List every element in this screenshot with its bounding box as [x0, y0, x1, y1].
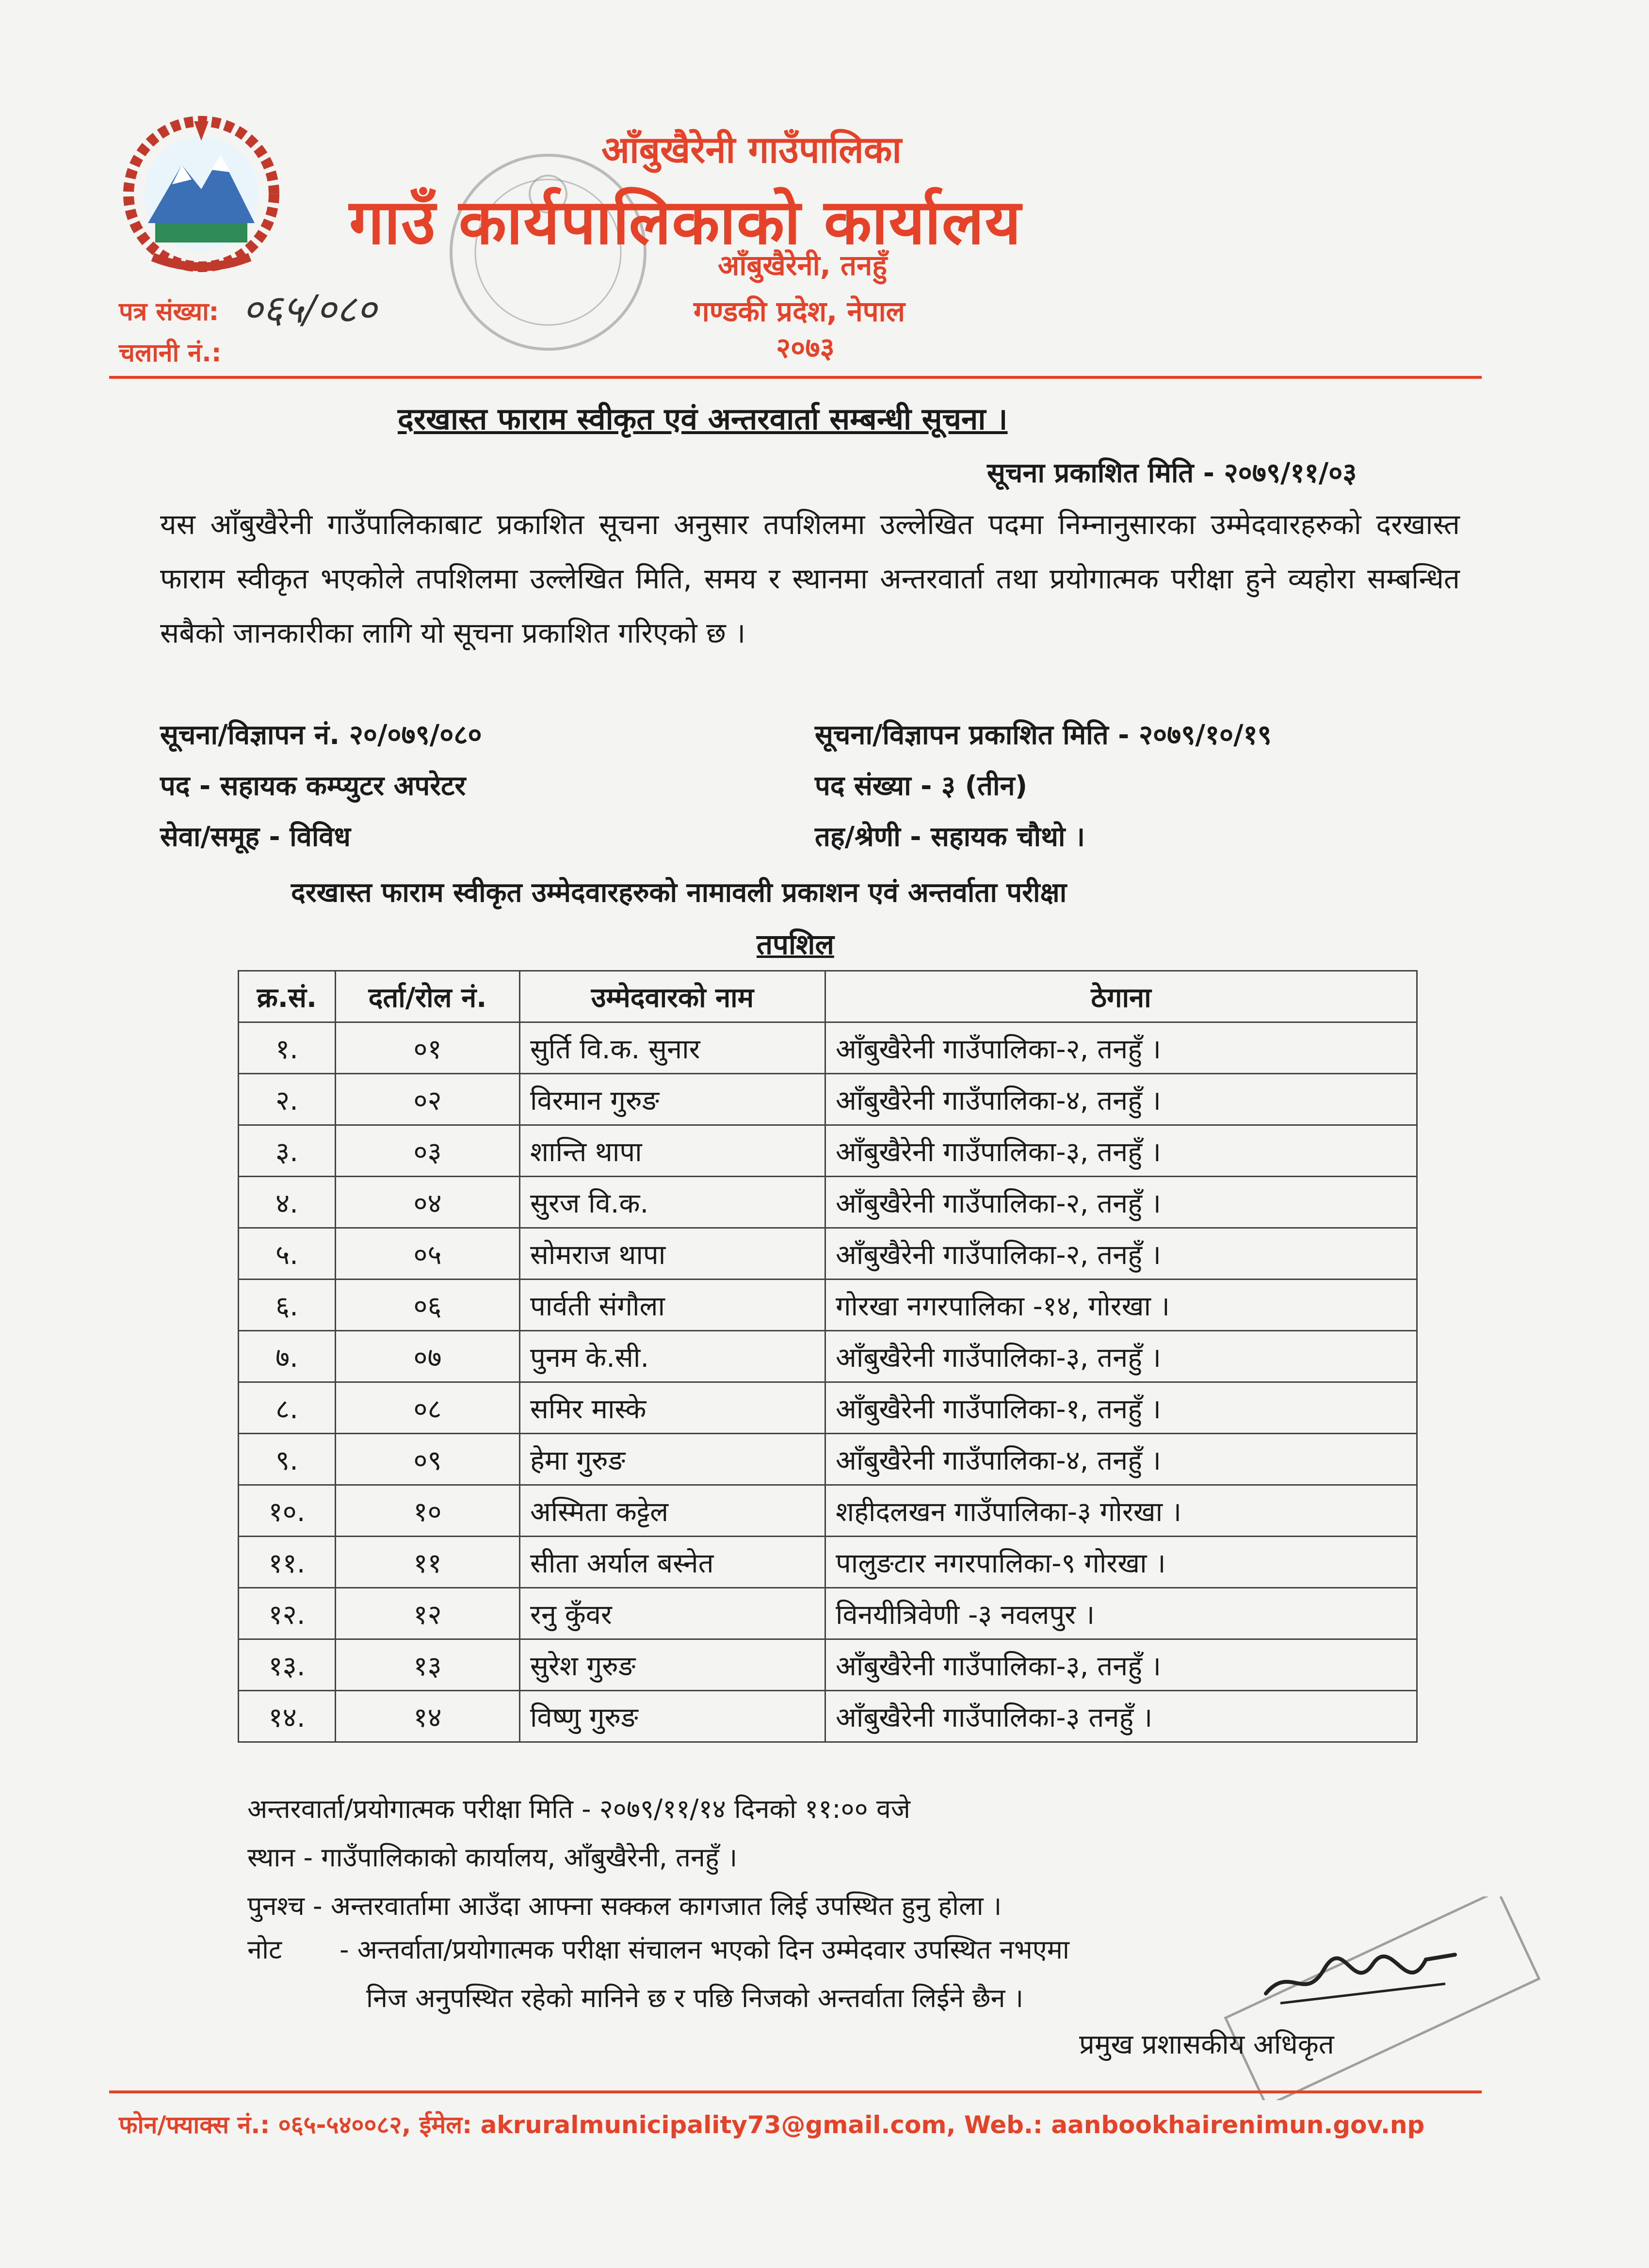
row-roll: ०३ — [336, 1125, 520, 1177]
ref-no-label: पत्र संख्या: — [119, 297, 219, 326]
exam-date: अन्तरवार्ता/प्रयोगात्मक परीक्षा मिति - २०७९/११/१४ दिनको ११:०० वजे — [247, 1794, 910, 1824]
row-name: सीता अर्याल बस्नेत — [520, 1537, 825, 1588]
row-serial: ११. — [239, 1537, 336, 1588]
service-group: सेवा/समूह - विविध — [160, 821, 351, 853]
row-address: पालुङटार नगरपालिका-९ गोरखा । — [825, 1537, 1417, 1588]
row-name: सुरेश गुरुङ — [520, 1639, 825, 1691]
col-name: उम्मेदवारको नाम — [520, 971, 825, 1022]
row-address: आँबुखैरेनी गाउँपालिका-२, तनहुँ । — [825, 1228, 1417, 1280]
exam-venue: स्थान - गाउँपालिकाको कार्यालय, आँबुखैरेनी, तनहुँ । — [247, 1842, 738, 1873]
contact-info: फोन/फ्याक्स नं.: ०६५-५४००८२, ईमेल: akruralmunicipality73@gmail.com, Web.: aanbookhairenimun.gov.np — [119, 2111, 1425, 2139]
org-name-small: आँबुखैरेनी गाउँपालिका — [601, 128, 902, 171]
col-address: ठेगाना — [825, 971, 1417, 1022]
row-serial: १. — [239, 1022, 336, 1074]
table-row — [239, 1331, 1417, 1382]
table-header-row — [239, 971, 1417, 1022]
row-roll: ०५ — [336, 1228, 520, 1280]
table-row — [239, 1382, 1417, 1434]
row-serial: १४. — [239, 1691, 336, 1742]
col-serial: क्र.सं. — [239, 971, 336, 1022]
row-roll: ०६ — [336, 1280, 520, 1331]
candidate-table-body — [239, 1022, 1417, 1742]
row-name: समिर मास्के — [520, 1382, 825, 1434]
table-row — [239, 1125, 1417, 1177]
row-roll: ०९ — [336, 1434, 520, 1485]
table-row — [239, 1588, 1417, 1639]
ref-no-handwritten: ०६५/०८० — [242, 287, 377, 332]
row-name: सुरज वि.क. — [520, 1177, 825, 1228]
address-line-1: आँबुखैरेनी, तनहुँ — [718, 249, 888, 282]
row-address: आँबुखैरेनी गाउँपालिका-२, तनहुँ । — [825, 1022, 1417, 1074]
row-serial: ३. — [239, 1125, 336, 1177]
row-roll: १० — [336, 1485, 520, 1537]
table-row — [239, 1228, 1417, 1280]
row-roll: १४ — [336, 1691, 520, 1742]
row-roll: १२ — [336, 1588, 520, 1639]
nepal-emblem-icon — [109, 112, 293, 276]
row-address: आँबुखैरेनी गाउँपालिका-३, तनहुँ । — [825, 1639, 1417, 1691]
row-name: विष्णु गुरुङ — [520, 1691, 825, 1742]
letterhead-divider — [109, 376, 1482, 379]
row-roll: ११ — [336, 1537, 520, 1588]
note-label: नोट — [247, 1934, 282, 1965]
row-address: आँबुखैरेनी गाउँपालिका-४, तनहुँ । — [825, 1434, 1417, 1485]
row-serial: १३. — [239, 1639, 336, 1691]
row-serial: ९. — [239, 1434, 336, 1485]
row-address: आँबुखैरेनी गाउँपालिका-३, तनहुँ । — [825, 1125, 1417, 1177]
table-subheading: तपशिल — [757, 928, 834, 961]
row-address: आँबुखैरेनी गाउँपालिका-२, तनहुँ । — [825, 1177, 1417, 1228]
row-serial: ४. — [239, 1177, 336, 1228]
notice-title: दरखास्त फाराम स्वीकृत एवं अन्तरवार्ता सम्बन्धी सूचना । — [398, 401, 1008, 437]
row-roll: ०४ — [336, 1177, 520, 1228]
table-row — [239, 1434, 1417, 1485]
advert-date: सूचना/विज्ञापन प्रकाशित मिति - २०७९/१०/१९ — [815, 719, 1272, 751]
row-address: आँबुखैरेनी गाउँपालिका-३ तनहुँ । — [825, 1691, 1417, 1742]
row-name: सोमराज थापा — [520, 1228, 825, 1280]
table-row — [239, 1639, 1417, 1691]
row-address: आँबुखैरेनी गाउँपालिका-४, तनहुँ । — [825, 1074, 1417, 1125]
org-name-main: गाउँ कार्यपालिकाको कार्यालय — [349, 186, 1022, 259]
row-name: रनु कुँवर — [520, 1588, 825, 1639]
row-address: विनयीत्रिवेणी -३ नवलपुर । — [825, 1588, 1417, 1639]
post-name: पद - सहायक कम्प्युटर अपरेटर — [160, 770, 466, 802]
row-roll: ०८ — [336, 1382, 520, 1434]
address-line-3: २०७३ — [776, 331, 835, 364]
table-row — [239, 1022, 1417, 1074]
note-line-1: - अन्तर्वाता/प्रयोगात्मक परीक्षा संचालन भएको दिन उम्मेदवार उपस्थित नभएमा — [340, 1934, 1069, 1965]
row-address: आँबुखैरेनी गाउँपालिका-३, तनहुँ । — [825, 1331, 1417, 1382]
row-serial: ६. — [239, 1280, 336, 1331]
row-serial: ८. — [239, 1382, 336, 1434]
row-name: शान्ति थापा — [520, 1125, 825, 1177]
row-name: हेमा गुरुङ — [520, 1434, 825, 1485]
row-name: अस्मिता कट्टेल — [520, 1485, 825, 1537]
post-count: पद संख्या - ३ (तीन) — [815, 770, 1028, 802]
row-roll: ०२ — [336, 1074, 520, 1125]
notice-paragraph: यस आँबुखैरेनी गाउँपालिकाबाट प्रकाशित सूचना अनुसार तपशिलमा उल्लेखित पदमा निम्नानुसारका उम्मेदवारहरुको दरखास्त फाराम स्वीकृत भएकोले तपशिलमा उल्लेखित मिति, समय र स्थानमा अन्तरवार्ता तथा प्रयोगात्मक परीक्षा हुने व्यहोरा सम्बन्धित सबैको जानकारीका लागि यो सूचना प्रकाशित गरिएको छ । — [160, 508, 1460, 649]
row-name: सुर्ति वि.क. सुनार — [520, 1022, 825, 1074]
row-name: विरमान गुरुङ — [520, 1074, 825, 1125]
table-row — [239, 1177, 1417, 1228]
table-row — [239, 1280, 1417, 1331]
row-name: पुनम के.सी. — [520, 1331, 825, 1382]
row-serial: १२. — [239, 1588, 336, 1639]
advert-number: सूचना/विज्ञापन नं. २०/०७९/०८० — [160, 719, 482, 751]
row-serial: ७. — [239, 1331, 336, 1382]
row-name: पार्वती संगौला — [520, 1280, 825, 1331]
table-row — [239, 1691, 1417, 1742]
col-roll: दर्ता/रोल नं. — [336, 971, 520, 1022]
notice-published-date: सूचना प्रकाशित मिति - २०७९/११/०३ — [987, 457, 1357, 489]
handwritten-signature — [1261, 1935, 1465, 2013]
row-address: आँबुखैरेनी गाउँपालिका-१, तनहुँ । — [825, 1382, 1417, 1434]
footer-divider — [109, 2090, 1482, 2093]
table-heading: दरखास्त फाराम स्वीकृत उम्मेदवारहरुको नामावली प्रकाशन एवं अन्तर्वाता परीक्षा — [291, 877, 1067, 908]
row-serial: ५. — [239, 1228, 336, 1280]
table-row — [239, 1537, 1417, 1588]
row-serial: २. — [239, 1074, 336, 1125]
table-row — [239, 1485, 1417, 1537]
row-roll: ०१ — [336, 1022, 520, 1074]
row-address: शहीदलखन गाउँपालिका-३ गोरखा । — [825, 1485, 1417, 1537]
table-row — [239, 1074, 1417, 1125]
row-roll: ०७ — [336, 1331, 520, 1382]
row-serial: १०. — [239, 1485, 336, 1537]
dispatch-no-label: चलानी नं.: — [119, 339, 222, 368]
row-address: गोरखा नगरपालिका -१४, गोरखा । — [825, 1280, 1417, 1331]
candidate-table — [238, 970, 1418, 1743]
signatory-title: प्रमुख प्रशासकीय अधिकृत — [1079, 2029, 1334, 2060]
note-line-2: निज अनुपस्थित रहेको मानिने छ र पछि निजको अन्तर्वाता लिईने छैन । — [366, 1983, 1024, 2013]
address-line-2: गण्डकी प्रदेश, नेपाल — [694, 295, 905, 328]
postscript: पुनश्च - अन्तरवार्तामा आउँदा आफ्ना सक्कल कागजात लिई उपस्थित हुनु होला । — [247, 1891, 1002, 1921]
level-grade: तह/श्रेणी - सहायक चौथो । — [815, 821, 1085, 853]
row-roll: १३ — [336, 1639, 520, 1691]
